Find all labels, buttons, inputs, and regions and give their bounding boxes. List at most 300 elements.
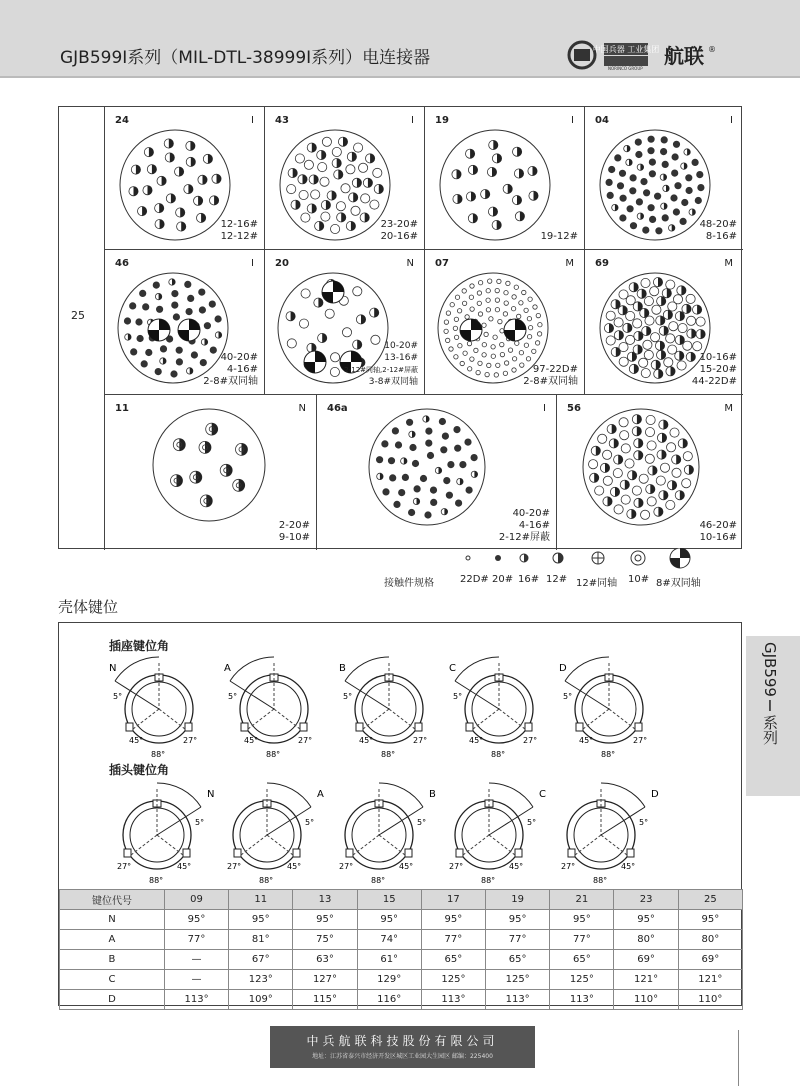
contact-pin	[650, 287, 659, 296]
angle-label: 45°	[244, 736, 259, 745]
contact-pin	[495, 288, 499, 292]
contact-pin	[482, 343, 486, 347]
contact-pin	[453, 326, 457, 330]
contact-pin	[482, 353, 486, 357]
contact-pin	[619, 418, 628, 427]
contact-pin	[648, 148, 654, 154]
contact-pin	[156, 306, 162, 312]
contact-pin	[641, 510, 650, 519]
contact-pin	[620, 215, 626, 221]
contact-pin	[204, 323, 210, 329]
contact-pin	[160, 346, 166, 352]
contact-pin	[482, 323, 486, 327]
contact-pin	[667, 443, 676, 452]
contact-pin	[536, 313, 540, 317]
plug-key-diagram	[339, 783, 436, 885]
angle-label: 5°	[639, 818, 649, 827]
contact-pin	[425, 512, 431, 518]
contact-pin	[351, 206, 360, 215]
key-letter: B	[339, 663, 346, 674]
contact-pin	[527, 335, 531, 339]
contact-pin	[493, 335, 497, 339]
svg-text:®: ®	[708, 45, 716, 54]
contact-pin	[620, 431, 629, 440]
contact-pin	[503, 371, 507, 375]
contact-pin	[522, 290, 526, 294]
contact-10-icon	[631, 551, 645, 565]
receptacle-key-diagram	[339, 657, 427, 759]
contact-pin	[465, 439, 471, 445]
contact-pin	[321, 212, 330, 221]
contact-pin	[304, 160, 313, 169]
contact-pin	[627, 206, 633, 212]
contact-pin	[474, 348, 478, 352]
contact-pin	[460, 461, 466, 467]
contact-pin	[697, 171, 703, 177]
key-angle-table	[59, 889, 743, 1010]
contact-pin	[311, 190, 320, 199]
contact-pin	[512, 357, 516, 361]
receptacle-key-diagram	[449, 657, 537, 759]
contact-pin	[672, 468, 681, 477]
contact-pin	[613, 469, 622, 478]
contact-pin	[630, 223, 636, 229]
contact-pin	[341, 184, 350, 193]
contact-pin	[660, 148, 666, 154]
contact-pin	[491, 354, 495, 358]
plug-key-diagram	[449, 783, 546, 885]
angle-label: 88°	[151, 750, 166, 759]
contact-pin	[373, 168, 382, 177]
contact-pin	[131, 349, 137, 355]
angle-label: 27°	[117, 862, 132, 871]
contact-pin	[528, 326, 532, 330]
contact-pin	[524, 308, 528, 312]
table-row: D 113° 109° 115° 116° 113° 113° 113° 110° 110°	[60, 990, 743, 1010]
contact-pin	[478, 361, 482, 365]
contact-pin	[454, 426, 460, 432]
key-letter: A	[317, 789, 324, 800]
contact-pin	[644, 350, 653, 359]
angle-label: 5°	[453, 692, 463, 701]
contact-pin	[301, 213, 310, 222]
angle-label: 5°	[113, 692, 123, 701]
contact-pin	[664, 358, 673, 367]
key-letter: D	[651, 789, 659, 800]
contact-pin	[477, 301, 481, 305]
angle-label: 27°	[413, 736, 428, 745]
angle-label: 27°	[298, 736, 313, 745]
key-letter: N	[109, 663, 117, 674]
contact-pin	[462, 301, 466, 305]
receptacle-key-diagram	[559, 657, 647, 759]
contact-pin	[455, 295, 459, 299]
angle-label: 88°	[593, 876, 608, 885]
contact-pin	[682, 199, 688, 205]
contact-pin	[589, 460, 598, 469]
contact-pin	[643, 227, 649, 233]
contact-pin	[354, 143, 363, 152]
contact-pin	[666, 334, 675, 343]
contact-pin	[487, 363, 491, 367]
contact-pin	[537, 332, 541, 336]
contact-pin	[448, 461, 454, 467]
contact-pin	[693, 342, 702, 351]
contact-pin	[353, 287, 362, 296]
contact-pin	[140, 290, 146, 296]
contact-pin	[331, 353, 340, 362]
key-letter: D	[559, 663, 567, 674]
contact-pin	[649, 216, 655, 222]
contact-pin	[692, 159, 698, 165]
contact-pin	[420, 475, 426, 481]
contact-pin	[185, 281, 191, 287]
key-letter: B	[429, 789, 436, 800]
contact-pin	[383, 489, 389, 495]
angle-label: 45°	[399, 862, 414, 871]
contact-pin	[318, 163, 327, 172]
arrangement-cell: 24 I 12-16# 12-12#	[105, 107, 265, 250]
arrangement-cell: 11 N 2-20# 9-10#	[105, 395, 317, 550]
contact-pin	[478, 312, 482, 316]
angle-label: 5°	[563, 692, 573, 701]
contact-pin	[619, 170, 625, 176]
contact-pin	[673, 141, 679, 147]
contact-pin	[696, 317, 705, 326]
contact-pin	[508, 348, 512, 352]
contact-pin	[680, 218, 686, 224]
contact-pin	[155, 368, 161, 374]
contact-pin	[598, 434, 607, 443]
contact-pin	[399, 489, 405, 495]
contact-pin	[626, 335, 635, 344]
angle-label: 45°	[177, 862, 192, 871]
arrangement-cell: 46a I 40-20# 4-16# 2-12#屏蔽	[317, 395, 557, 550]
contact-pin	[603, 476, 612, 485]
contact-pin	[173, 314, 179, 320]
contact-pin	[603, 450, 612, 459]
contact-pin	[136, 319, 142, 325]
contact-pin	[392, 428, 398, 434]
contact-pin	[621, 495, 630, 504]
contact-pin	[662, 215, 668, 221]
contact-pin	[322, 137, 331, 146]
contact-pin	[695, 197, 701, 203]
contact-pin	[687, 316, 696, 325]
contact-pin	[675, 183, 681, 189]
contact-pin	[486, 289, 490, 293]
contact-pin	[376, 457, 382, 463]
contact-pin	[470, 357, 474, 361]
contact-pin	[460, 361, 464, 365]
angle-label: 27°	[561, 862, 576, 871]
contact-pin	[617, 183, 623, 189]
contact-pin	[606, 311, 615, 320]
contact-pin	[446, 492, 452, 498]
contact-pin	[496, 363, 500, 367]
contact-pin	[466, 487, 472, 493]
contact-pin	[287, 339, 296, 348]
contact-pin	[646, 415, 655, 424]
contact-pin	[455, 500, 461, 506]
contact-pin	[458, 344, 462, 348]
contact-pin	[301, 289, 310, 298]
keying-diagrams	[59, 623, 743, 889]
contact-pin	[686, 187, 692, 193]
angle-label: 5°	[195, 818, 205, 827]
angle-label: 88°	[481, 876, 496, 885]
contact-pin	[491, 345, 495, 349]
contact-pin	[649, 171, 655, 177]
contact-pin	[504, 361, 508, 365]
angle-label: 45°	[579, 736, 594, 745]
contact-pin	[506, 281, 510, 285]
contact-pin	[639, 358, 648, 367]
table-row: B — 67° 63° 61° 65° 65° 65° 69° 69°	[60, 950, 743, 970]
angle-label: 45°	[469, 736, 484, 745]
contact-pin	[515, 341, 519, 345]
contact-pin	[390, 475, 396, 481]
contact-pin	[176, 359, 182, 365]
logo-group-text: 中国兵器 工业集团	[592, 45, 660, 54]
contact-pin	[485, 372, 489, 376]
contact-pin	[606, 179, 612, 185]
contact-pin	[528, 297, 532, 301]
contact-pin	[500, 342, 504, 346]
contact-pin	[686, 175, 692, 181]
contact-pin	[672, 154, 678, 160]
contact-pin	[446, 311, 450, 315]
contact-pin	[468, 367, 472, 371]
contact-pin	[626, 311, 635, 320]
arrangement-cell: 43 I 23-20# 20-16#	[265, 107, 425, 250]
contact-pin	[619, 343, 628, 352]
contact-pin	[346, 165, 355, 174]
contact-pin	[517, 314, 521, 318]
contact-pin	[641, 369, 650, 378]
contact-pin	[666, 280, 675, 289]
contact-pin	[457, 309, 461, 313]
contact-pin	[519, 351, 523, 355]
angle-label: 27°	[227, 862, 242, 871]
contact-pin	[191, 352, 197, 358]
contact-pin	[470, 307, 474, 311]
contact-pin	[454, 355, 458, 359]
contact-pin	[402, 474, 408, 480]
contact-pin	[361, 194, 370, 203]
contact-pin	[495, 308, 499, 312]
contact-pin	[395, 442, 401, 448]
contact-pin	[677, 361, 686, 370]
page-header	[0, 0, 800, 76]
angle-label: 27°	[339, 862, 354, 871]
plug-key-title: 插头键位角	[109, 763, 170, 777]
insert-face-19	[425, 107, 585, 250]
contact-pin	[524, 343, 528, 347]
contact-pin	[486, 298, 490, 302]
contact-pin	[446, 338, 450, 342]
contact-pin	[153, 282, 159, 288]
contact-pin	[632, 486, 641, 495]
receptacle-key-diagram	[224, 657, 312, 759]
angle-label: 88°	[259, 876, 274, 885]
contact-pin	[188, 295, 194, 301]
angle-label: 45°	[129, 736, 144, 745]
contact-pin	[484, 332, 488, 336]
contact-pin	[465, 315, 469, 319]
contact-pin	[643, 340, 652, 349]
contact-pin	[527, 317, 531, 321]
contact-pin	[670, 428, 679, 437]
angle-label: 88°	[266, 750, 281, 759]
contact-pin	[494, 373, 498, 377]
contact-pin	[609, 166, 615, 172]
angle-label: 88°	[149, 876, 164, 885]
angle-label: 5°	[417, 818, 427, 827]
section-title: 壳体键位	[58, 598, 119, 616]
contact-pin	[299, 190, 308, 199]
table-header-row: 键位代号 09 11 13 15 17 19 21 23 25	[60, 890, 743, 910]
contact-pin	[652, 305, 661, 314]
contact-pin	[641, 278, 650, 287]
contact-pin	[654, 193, 660, 199]
contact-pin	[320, 177, 329, 186]
contact-pin	[656, 476, 665, 485]
contact-pin	[538, 323, 542, 327]
contact-pin	[427, 452, 433, 458]
contact-pin	[370, 200, 379, 209]
angle-label: 45°	[621, 862, 636, 871]
contact-pin	[171, 371, 177, 377]
contact-pin	[514, 285, 518, 289]
contact-pin	[444, 329, 448, 333]
contact-pin	[470, 284, 474, 288]
contact-pin	[454, 317, 458, 321]
arrangement-cell: 04 I 48-20# 8-16#	[585, 107, 743, 250]
contact-pin	[644, 297, 653, 306]
contact-pin	[678, 324, 687, 333]
contact-pin	[500, 352, 504, 356]
contact-pin	[519, 301, 523, 305]
contact-pin	[469, 295, 473, 299]
contact-pin	[455, 445, 461, 451]
plug-key-diagram	[227, 783, 324, 885]
contact-pin	[430, 487, 436, 493]
footer-divider	[738, 1030, 739, 1086]
contact-pin	[615, 155, 621, 161]
contact-pin	[621, 444, 630, 453]
contact-pin	[661, 137, 667, 143]
contact-pin	[625, 459, 634, 468]
angle-label: 27°	[183, 736, 198, 745]
contact-pin	[511, 307, 515, 311]
table-row: N 95° 95° 95° 95° 95° 95° 95° 95° 95°	[60, 910, 743, 930]
contact-pin	[299, 319, 308, 328]
table-row: A 77° 81° 75° 74° 77° 77° 77° 80° 80°	[60, 930, 743, 950]
contact-pin	[662, 161, 668, 167]
contact-pin	[486, 308, 490, 312]
contact-pin	[431, 499, 437, 505]
contact-pin	[619, 357, 628, 366]
contact-pin	[215, 316, 221, 322]
key-letter: N	[207, 789, 215, 800]
contact-pin	[669, 322, 678, 331]
contact-pin	[535, 341, 539, 345]
contact-pin	[648, 205, 654, 211]
contact-pin	[645, 454, 654, 463]
contact-pin	[172, 290, 178, 296]
contact-pin	[614, 505, 623, 514]
contact-pin	[426, 440, 432, 446]
contact-pin	[444, 320, 448, 324]
contact-pin	[463, 351, 467, 355]
angle-label: 88°	[491, 750, 506, 759]
angle-label: 88°	[381, 750, 396, 759]
contact-pin	[630, 188, 636, 194]
contact-pin	[606, 336, 615, 345]
contact-pin	[137, 335, 143, 341]
contact-pin	[325, 309, 334, 318]
arrangement-cell: 69 M 10-16# 15-20# 44-22D#	[585, 250, 743, 395]
contact-pin	[406, 419, 412, 425]
svg-text:NORINCO GROUP: NORINCO GROUP	[608, 66, 643, 71]
angle-label: 5°	[228, 692, 238, 701]
key-letter: A	[224, 663, 231, 674]
contact-pin	[698, 184, 704, 190]
contact-pin	[607, 192, 613, 198]
contact-pin	[636, 151, 642, 157]
contact-pin	[441, 447, 447, 453]
contact-pin	[442, 433, 448, 439]
contact-22d-icon	[466, 556, 470, 560]
arrangement-cell: 07 M 97-22D# 2-8#双同轴	[425, 250, 585, 395]
contact-pin	[141, 361, 147, 367]
arrangement-cell: 56 M 46-20# 10-16#	[557, 395, 743, 550]
contact-pin	[668, 302, 677, 311]
contact-pin	[686, 294, 695, 303]
contact-20-icon	[495, 555, 501, 561]
angle-label: 27°	[449, 862, 464, 871]
angle-label: 88°	[371, 876, 386, 885]
plug-key-diagram	[117, 783, 214, 885]
contact-pin	[130, 303, 136, 309]
angle-label: 5°	[527, 818, 537, 827]
contact-pin	[671, 195, 677, 201]
contact-pin	[512, 295, 516, 299]
contact-pin	[199, 289, 205, 295]
contact-pin	[512, 368, 516, 372]
key-letter: C	[449, 663, 456, 674]
contact-pin	[488, 279, 492, 283]
contact-pin	[186, 308, 192, 314]
contact-pin	[172, 302, 178, 308]
contact-pin	[497, 279, 501, 283]
contact-pin	[476, 370, 480, 374]
contact-pin	[471, 454, 477, 460]
contact-pin	[412, 460, 418, 466]
contact-pin	[489, 317, 493, 321]
series-side-tab: GJB599Ⅰ系列	[746, 636, 800, 796]
contact-pin	[146, 349, 152, 355]
contact-pin	[651, 333, 660, 342]
contact-pin	[636, 199, 642, 205]
contact-pin	[595, 486, 604, 495]
angle-label: 88°	[601, 750, 616, 759]
contact-pin	[635, 139, 641, 145]
contact-pin	[645, 428, 654, 437]
keying-panel	[58, 622, 742, 1006]
contact-pin	[332, 147, 341, 156]
